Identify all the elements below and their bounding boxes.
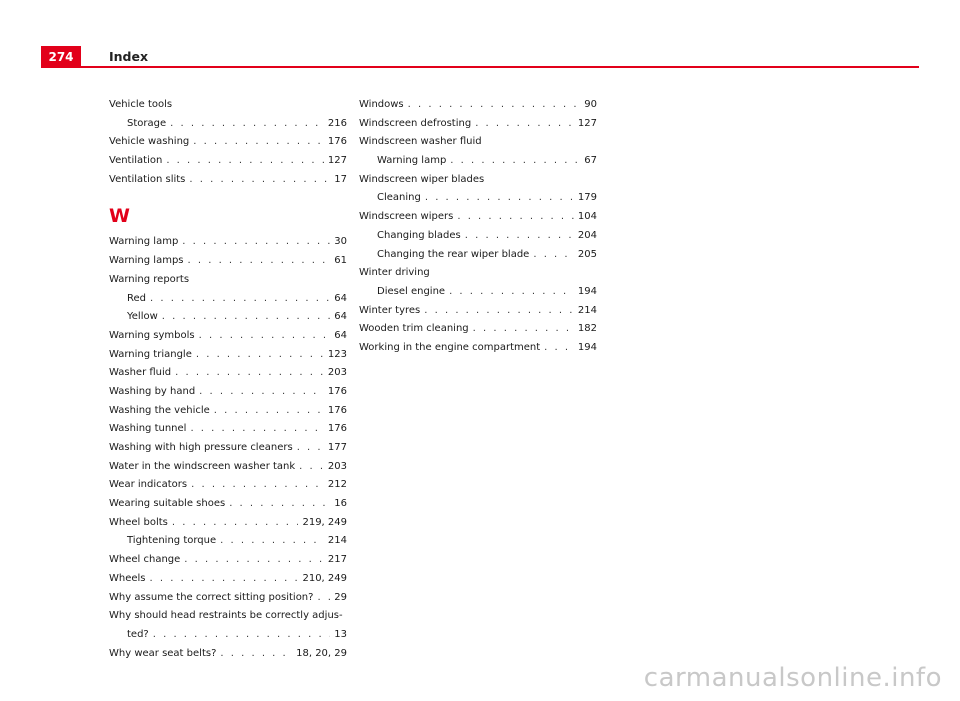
index-page-ref: 182 (577, 323, 597, 335)
index-term: Wearing suitable shoes (109, 498, 226, 510)
index-entry (109, 96, 347, 133)
index-subentry-row (109, 115, 347, 134)
index-term: Wooden trim cleaning (359, 323, 469, 335)
leader-dots (170, 115, 324, 134)
leader-dots (425, 189, 574, 208)
index-group-w (109, 233, 347, 663)
index-entry (109, 233, 347, 252)
index-page-ref: 67 (584, 155, 597, 167)
index-term: Yellow (127, 311, 158, 323)
index-entry-row (359, 96, 597, 115)
index-entry (109, 133, 347, 152)
page-title: Index (109, 49, 149, 64)
leader-dots (162, 308, 330, 327)
index-page-ref: 64 (334, 311, 347, 323)
leader-dots (153, 626, 331, 645)
leader-dots (193, 133, 324, 152)
index-term: Water in the windscreen washer tank (109, 460, 296, 472)
leader-dots (191, 476, 324, 495)
index-entry-row (109, 96, 347, 115)
index-entry-row (109, 570, 347, 589)
index-term: Changing the rear wiper blade (377, 248, 530, 260)
leader-dots (199, 383, 324, 402)
index-term: Wheel change (109, 554, 181, 566)
index-page-ref: 176 (327, 404, 347, 416)
leader-dots (449, 283, 574, 302)
leader-dots (424, 302, 574, 321)
index-entry (359, 264, 597, 301)
index-page-ref: 177 (327, 442, 347, 453)
index-entry (109, 645, 347, 664)
index-subentry-row (109, 290, 347, 309)
leader-dots (172, 514, 299, 533)
index-entry-row (359, 264, 597, 283)
index-term: Windscreen defrosting (359, 117, 472, 129)
index-entry (109, 570, 347, 589)
index-entry-row (109, 133, 347, 152)
index-page-ref: 104 (577, 211, 597, 223)
index-entry-row (109, 551, 347, 570)
index-term: Windscreen wiper blades (359, 173, 485, 185)
index-entry (109, 439, 347, 458)
index-term: Warning reports (109, 273, 190, 285)
index-page-ref: 127 (327, 155, 347, 167)
index-page-ref: 217 (327, 554, 347, 566)
section-letter: W (109, 205, 130, 228)
index-entry (359, 133, 597, 170)
index-entry-row (359, 171, 597, 190)
leader-dots (457, 208, 574, 227)
index-term: Washer fluid (109, 367, 172, 379)
index-term: Washing by hand (109, 385, 196, 397)
index-page-ref: 176 (327, 423, 347, 435)
index-term: Vehicle washing (109, 136, 190, 148)
leader-dots (175, 364, 324, 383)
index-entry (359, 208, 597, 264)
index-entry (109, 346, 347, 365)
index-term: Why wear seat belts? (109, 647, 217, 659)
leader-dots (220, 532, 324, 551)
index-term: Windscreen wipers (359, 211, 454, 223)
index-entry (359, 339, 597, 358)
index-term: Why assume the correct sitting position? (109, 591, 314, 603)
index-term: Winter driving (359, 267, 430, 279)
index-subentry-row (359, 246, 597, 265)
index-page-ref: 18, 20, 29 (296, 647, 347, 659)
index-entry-row (109, 171, 347, 190)
index-page-ref: 64 (334, 329, 347, 341)
index-entry (109, 589, 347, 608)
header-rule (81, 66, 919, 68)
leader-dots (317, 589, 330, 608)
index-entry (109, 514, 347, 551)
index-page-ref: 13 (334, 628, 347, 640)
index-subentry-row (359, 283, 597, 302)
index-page-ref: 123 (327, 348, 347, 360)
leader-dots (189, 171, 330, 190)
index-term: ted? (127, 628, 149, 640)
index-entry (109, 152, 347, 171)
index-entry (109, 252, 347, 271)
index-term: Why should head restraints be correctly adjus- (109, 610, 343, 622)
index-entry-row (109, 495, 347, 514)
index-page-ref: 203 (327, 460, 347, 472)
index-entry-row (109, 152, 347, 171)
index-subentry-row (359, 227, 597, 246)
index-entry-row (359, 133, 597, 152)
index-column-left (109, 96, 347, 663)
index-term: Warning lamps (109, 255, 184, 267)
index-entry (109, 383, 347, 402)
leader-dots (184, 551, 324, 570)
index-entry-row (359, 115, 597, 134)
index-page-ref: 214 (327, 535, 347, 547)
index-entry-row (109, 458, 347, 477)
index-entry (109, 271, 347, 327)
index-entry (359, 302, 597, 321)
index-page-ref: 194 (577, 285, 597, 297)
index-term: Winter tyres (359, 304, 421, 316)
leader-dots (182, 233, 330, 252)
index-page-ref: 214 (577, 304, 597, 316)
index-page-ref: 64 (334, 292, 347, 304)
leader-dots (297, 439, 324, 458)
index-entry (359, 115, 597, 134)
index-entry-row (359, 339, 597, 358)
leader-dots (533, 246, 574, 265)
index-subentry-row (109, 308, 347, 327)
index-page-ref: 61 (334, 255, 347, 267)
index-term: Storage (127, 117, 167, 129)
index-page-ref: 219, 249 (302, 516, 347, 528)
index-term: Wheel bolts (109, 516, 168, 528)
index-page-ref: 90 (584, 99, 597, 110)
index-entry-row (109, 383, 347, 402)
watermark: carmanualsonline.info (643, 663, 942, 693)
index-term: Ventilation (109, 155, 163, 167)
index-entry-row (109, 420, 347, 439)
index-group-w-continued (359, 96, 597, 358)
index-entry (109, 476, 347, 495)
index-entry-row (109, 252, 347, 271)
index-page-ref: 210, 249 (302, 572, 347, 584)
index-page-ref: 17 (334, 173, 347, 185)
index-entry-row (109, 439, 347, 458)
leader-dots (150, 570, 299, 589)
index-term: Warning triangle (109, 348, 192, 360)
index-term: Washing with high pressure cleaners (109, 442, 293, 453)
index-entry (359, 96, 597, 115)
index-term: Windows (359, 99, 404, 110)
index-entry (109, 171, 347, 190)
index-term: Vehicle tools (109, 99, 173, 110)
index-entry-row (109, 402, 347, 421)
index-page-ref: 212 (327, 479, 347, 491)
index-entry-row (109, 589, 347, 608)
index-page-ref: 176 (327, 385, 347, 397)
index-term: Working in the engine compartment (359, 341, 541, 353)
leader-dots (450, 152, 580, 171)
index-entry (109, 420, 347, 439)
page-number: 274 (41, 46, 81, 68)
index-group-v (109, 96, 347, 189)
index-entry (109, 402, 347, 421)
index-page-ref: 16 (334, 498, 347, 510)
index-page-ref: 194 (577, 341, 597, 353)
index-term: Red (127, 292, 146, 304)
leader-dots (199, 327, 331, 346)
index-term: Warning lamp (377, 155, 447, 167)
index-entry-row (109, 327, 347, 346)
index-entry (109, 551, 347, 570)
index-page-ref: 179 (577, 192, 597, 204)
leader-dots (408, 96, 581, 115)
index-page-ref: 29 (334, 591, 347, 603)
leader-dots (214, 402, 324, 421)
index-term: Tightening torque (127, 535, 217, 547)
index-term: Wheels (109, 572, 146, 584)
index-term: Warning symbols (109, 329, 195, 341)
index-page-ref: 216 (327, 117, 347, 129)
index-entry (109, 495, 347, 514)
index-page-ref: 30 (334, 236, 347, 248)
leader-dots (150, 290, 330, 309)
index-term: Washing the vehicle (109, 404, 210, 416)
leader-dots (299, 458, 324, 477)
index-column-right (359, 96, 597, 358)
index-entry-row (109, 364, 347, 383)
index-page-ref: 203 (327, 367, 347, 379)
index-term: Ventilation slits (109, 173, 186, 185)
index-term: Changing blades (377, 229, 461, 241)
index-term: Windscreen washer fluid (359, 136, 482, 148)
index-entry (359, 320, 597, 339)
leader-dots (544, 339, 574, 358)
index-term: Wear indicators (109, 479, 188, 491)
index-term: Warning lamp (109, 236, 179, 248)
index-entry-row (109, 233, 347, 252)
index-entry-row (109, 514, 347, 533)
leader-dots (475, 115, 574, 134)
index-entry (359, 171, 597, 208)
index-subentry-row (109, 626, 347, 645)
index-entry (109, 327, 347, 346)
index-subentry-row (109, 532, 347, 551)
index-entry (109, 364, 347, 383)
index-entry-row (109, 645, 347, 664)
leader-dots (229, 495, 330, 514)
index-term: Cleaning (377, 192, 421, 204)
leader-dots (190, 420, 323, 439)
index-entry-row (359, 320, 597, 339)
index-entry-row (109, 271, 347, 290)
index-entry-row (359, 208, 597, 227)
leader-dots (166, 152, 324, 171)
index-entry-row (109, 476, 347, 495)
index-entry (109, 607, 347, 644)
index-page-ref: 205 (577, 248, 597, 260)
index-entry-row (109, 346, 347, 365)
index-term: Washing tunnel (109, 423, 187, 435)
leader-dots (220, 645, 292, 664)
index-subentry-row (359, 152, 597, 171)
index-entry-row (359, 302, 597, 321)
leader-dots (473, 320, 574, 339)
leader-dots (188, 252, 331, 271)
index-subentry-row (359, 189, 597, 208)
index-term: Diesel engine (377, 285, 446, 297)
leader-dots (196, 346, 324, 365)
index-page-ref: 176 (327, 136, 347, 148)
leader-dots (465, 227, 574, 246)
index-page-ref: 204 (577, 229, 597, 241)
index-entry (109, 458, 347, 477)
index-page-ref: 127 (577, 117, 597, 129)
